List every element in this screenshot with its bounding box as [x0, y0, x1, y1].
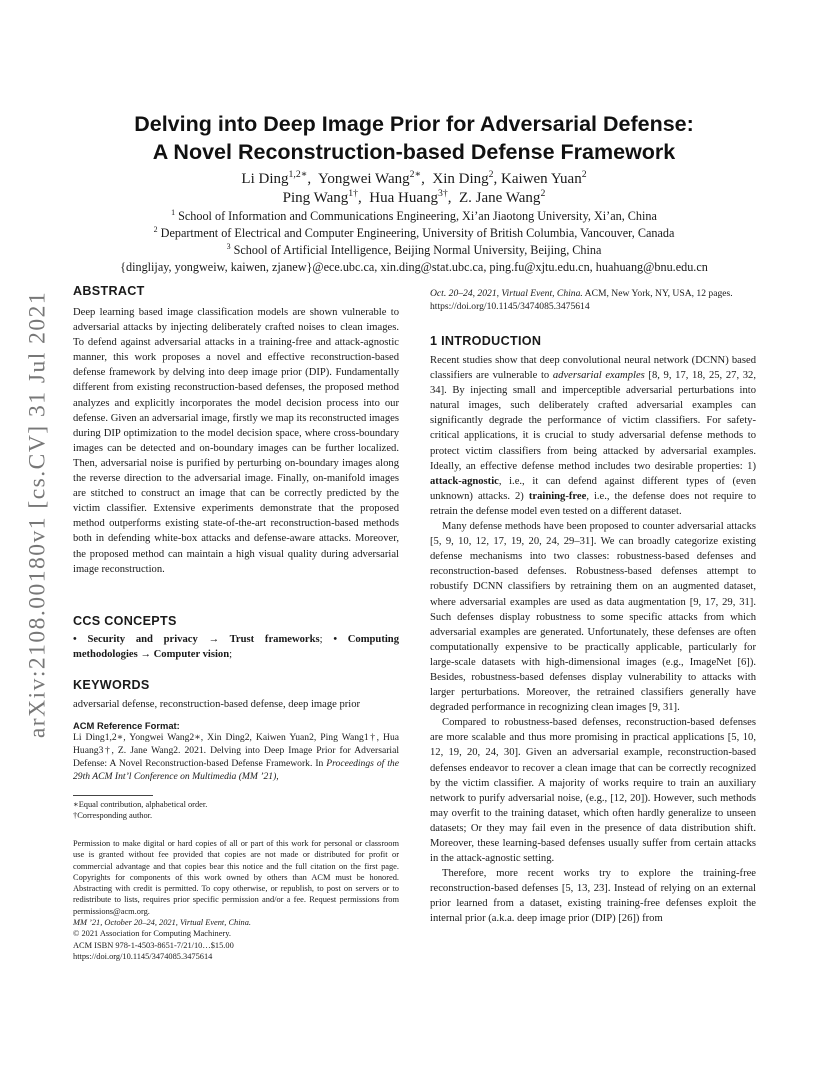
- affiliation: $^3$ School of Artificial Intelligence, Beijing Normal University, Beijing, China: [226, 241, 602, 257]
- author: Ping Wang: [282, 190, 349, 206]
- footnote: †Corresponding author.: [73, 811, 153, 820]
- section-heading-introduction: 1 INTRODUCTION: [430, 334, 542, 348]
- author: Z. Jane Wang: [459, 190, 541, 206]
- acm-reference-heading: ACM Reference Format:: [73, 720, 180, 731]
- author: Hua Huang: [369, 190, 439, 206]
- footnote: ∗Equal contribution, alphabetical order.: [73, 800, 208, 809]
- abstract-text: Deep learning based image classification models are shown vulnerable to adversarial attacks by injecting deliberately crafted noises to clean images. To defend against adversarial attacks in a training-free and attack-agnostic manner, this work proposes a novel and effective reconstruction-based defense framework by delving into deep image prior (DIP). Fundamentally different from existing reconstruction-based defenses, the proposed method analyzes and explicitly incorporates the model decision process into our defense. Given an adversarial image, firstly we map its reconstructed images during DIP optimization to the model decision space, where cross-boundary images can be detected and on-boundary images can be further localized. Then, adversarial noise is purified by perturbing on-boundary images along the reverse direction to the adversarial image. Finally, on-manifold images are stitched to construct an image that can be correctly predicted by the victim classifier. Extensive experiments demonstrate that the proposed method outperforms existing state-of-the-art reconstruction-based methods both in defending white-box attacks and defense-aware attacks. Moreover, the proposed method can maintain a high visual quality during adversarial image reconstruction.: [73, 307, 399, 575]
- acm-reference-text: Li Ding1,2∗, Yongwei Wang2∗, Xin Ding2, Kaiwen Yuan2, Ping Wang1†, Hua Huang3†, Z. Jane Wang2. 2021. Delving into Deep Image Prior for Adversarial Defense: A Novel Reconstruction-based Defense Framework. In Proceedings of the 29th ACM Int’l Conference on Multimedia (MM ’21),: [73, 732, 399, 782]
- title-line-2: A Novel Reconstruction-based Defense Framework: [152, 140, 676, 164]
- abstract-heading: ABSTRACT: [73, 284, 145, 298]
- introduction-text: [430, 353, 756, 927]
- keywords-text: adversarial defense, reconstruction-based defense, deep image prior: [73, 699, 361, 710]
- author-emails: {dinglijay, yongweiw, kaiwen, zjanew}@ece.ubc.ca, xin.ding@stat.ubc.ca, ping.fu@xjtu.edu.cn, huahuang@bnu.edu.cn: [120, 260, 708, 274]
- paper-title: [40, 110, 788, 166]
- affiliation: $^2$ Department of Electrical and Computer Engineering, University of British Columbia, Vancouver, Canada: [153, 224, 675, 240]
- footnote-rule: [73, 795, 153, 796]
- permission-notice: Permission to make digital or hard copies of all or part of this work for personal or classroom use is granted without fee provided that copies are not made or distributed for profit or commercial advantage and that copies bear this notice and the full citation on the first page. Copyrights for components of this work owned by others than ACM must be honored. Abstracting with credit is permitted. To copy otherwise, or republish, to post on servers or to redistribute to lists, requires prior specific permission and/or a fee. Request permissions from permissions@acm.org. MM ’21, October 20–24, 2021, Virtual Event, China. © 2021 Association for Computing Machinery. ACM ISBN 978-1-4503-8651-7/21/10…$15.00 https://doi.org/10.1145/3474085.3475614: [73, 839, 399, 961]
- author-list: [40, 170, 788, 208]
- arxiv-identifier: arXiv:2108.00180v1 [cs.CV] 31 Jul 2021: [24, 290, 51, 739]
- affiliation: $^1$ School of Information and Communications Engineering, Xi’an Jiaotong University, Xi’an, China: [171, 207, 657, 223]
- author-line-2: Ping Wang$^{1\dagger}$, Hua Huang$^{3\dagger}$, Z. Jane Wang$^2$: [282, 188, 546, 206]
- paragraph: Many defense methods have been proposed to counter adversarial attacks [5, 9, 10, 12, 17, 19, 20, 24, 29–31]. We can broadly categorize existing defense mechanisms into two classes: robustness-based defenses and reconstruction-based defenses. Robustness-based defenses attempt to robustify DCNN classifiers by retraining them on an augmented dataset, where adversarial examples are used as data augmentation [9, 17, 29, 31]. Such defenses display robustness to some specific attacks from which adversarial examples are generated. Unfortunately, these defenses are often computationally expensive to be practically applicable, particularly for large-scale datasets with high-dimensional images (e.g., ImageNet [6]). Besides, robustness-based defenses display vulnerability to attacks with larger perturbations. Moreover, the retrained classifiers generally have degraded performance in recognizing clean images [9, 31].: [430, 521, 756, 714]
- author: Li Ding: [241, 171, 289, 187]
- acm-reference-continued: Oct. 20–24, 2021, Virtual Event, China. ACM, New York, NY, USA, 12 pages. https://doi.org/10.1145/3474085.3475614: [430, 288, 733, 312]
- keywords-heading: KEYWORDS: [73, 678, 150, 692]
- paragraph: Therefore, more recent works try to explore the training-free reconstruction-based defenses [5, 13, 23]. Instead of relying on an external prior learned from a dataset, existing training-free defenses exploit the internal prior (a.k.a. deep image prior (DIP) [26]) from: [430, 868, 756, 925]
- title-line-1: Delving into Deep Image Prior for Adversarial Defense:: [134, 112, 694, 136]
- ccs-heading: CCS CONCEPTS: [73, 614, 177, 628]
- ccs-concepts: • Security and privacy → Trust frameworks; • Computing methodologies → Computer vision;: [73, 634, 399, 661]
- author: Yongwei Wang: [318, 171, 410, 187]
- author: Kaiwen Yuan: [501, 171, 582, 187]
- author-line-1: Li Ding$^{1,2∗}$, Yongwei Wang$^{2∗}$, Xin Ding$^2$, Kaiwen Yuan$^2$: [241, 169, 587, 187]
- paragraph: Compared to robustness-based defenses, reconstruction-based defenses are more scalable and thus more promising in practical applications [5, 10, 12, 19, 20, 24, 30]. Given an adversarial example, reconstruction-based defenses endeavor to recover a clean image that can be correctly recognized by the victim classifier. A majority of works require to train an auxiliary network to purify adversarial noise, (e.g., [12, 20]). However, such methods may overfit to the training dataset, which often hardly generalize to unseen datasets; Or they may fail even in the presence of data distribution shift. Moreover, these learning-based defenses usually suffer from certain attacks in the attack-agnostic setting.: [430, 717, 756, 865]
- author: Xin Ding: [432, 171, 489, 187]
- paragraph: Recent studies show that deep convolutional neural network (DCNN) based classifiers are vulnerable to adversarial examples [8, 9, 17, 18, 25, 27, 32, 34]. By injecting small and imperceptible adversarial perturbations into natural images, such deliberately crafted adversarial examples can significantly degrade the performance of victim classifiers. For safety-critical applications, it is crucial to study adversarial defense methods to protect victim classifiers from being attacked by adversarial examples. Ideally, an effective defense method includes two desirable properties: 1) attack-agnostic, i.e., it can defend against different types of (even unknown) attacks. 2) training-free, i.e., the defense does not require to retrain the defense model even tested on a different dataset.: [430, 355, 757, 517]
